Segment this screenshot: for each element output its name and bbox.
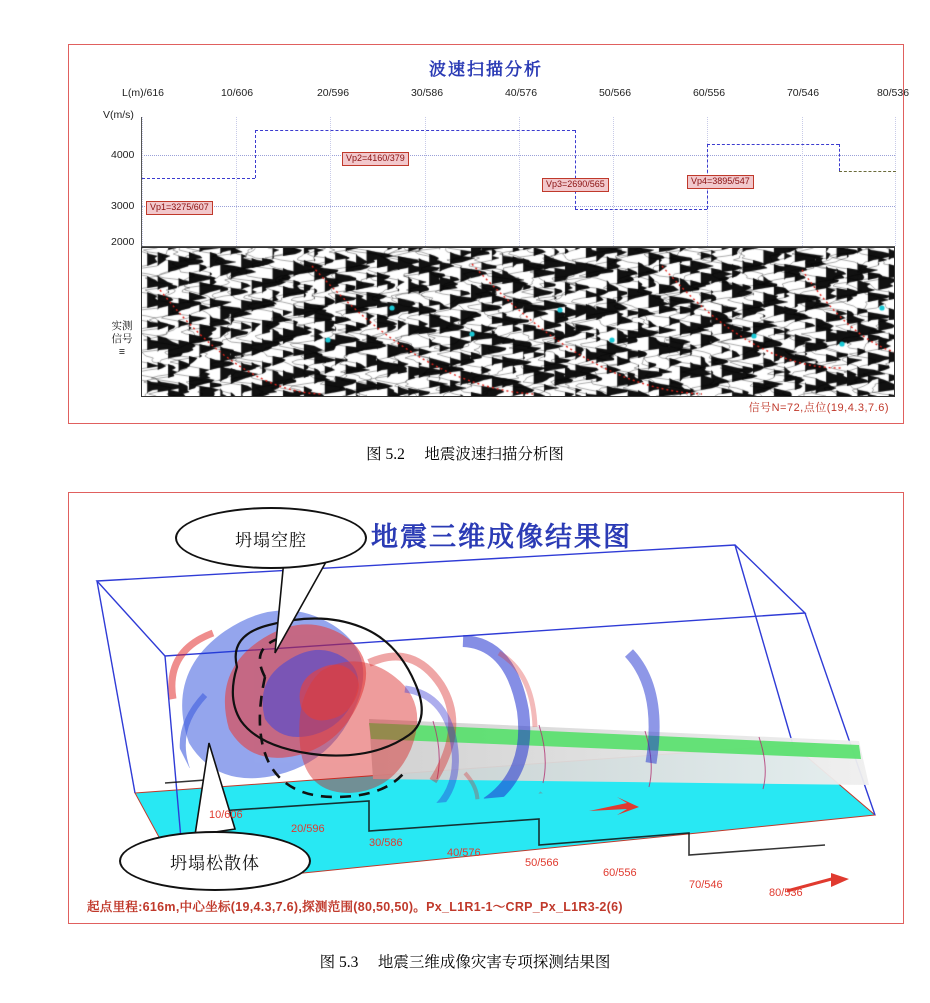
figure-5-3-title: 地震三维成像结果图: [371, 522, 632, 552]
axis3d-tick-2: 30/586: [369, 837, 403, 849]
axis3d-tick-1: 20/596: [291, 823, 325, 835]
figure-5-2-caption: [0, 442, 930, 464]
y-tick-2000: 2000: [111, 236, 135, 248]
figure-5-2-caption-text: 地震波速扫描分析图: [424, 446, 564, 463]
x-tick-5: 50/566: [598, 87, 632, 99]
gridline-v-3: [425, 117, 426, 246]
x-tick-3: 30/586: [410, 87, 444, 99]
seismic-panel-label-bar: ≡: [118, 346, 126, 358]
direction-arrow-2-head: [831, 873, 849, 887]
step-seg-vp4: [707, 144, 839, 145]
axis3d-tick-5: 60/556: [603, 867, 637, 879]
axis3d-tick-0: 10/606: [209, 809, 243, 821]
axis3d-tick-7: 80/536: [769, 887, 803, 899]
y-tick-3000: 3000: [111, 200, 135, 212]
figure-5-2-footer: 信号N=72,点位(19,4.3,7.6): [748, 402, 889, 414]
axis3d-tick-6: 70/546: [689, 879, 723, 891]
axis3d-tick-4: 50/566: [525, 857, 559, 869]
callout-collapse-cavity: [175, 507, 367, 569]
seismic-record-image: [141, 247, 895, 397]
seismic-canvas: [142, 248, 894, 396]
figure-5-3-caption-number: 图 5.3: [319, 954, 359, 971]
riser-1: [255, 130, 256, 178]
figure-5-3-caption: [0, 950, 930, 972]
velocity-tag-vp3: Vp3=2690/565: [542, 178, 609, 192]
axis3d-tick-3: 40/576: [447, 847, 481, 859]
x-tick-2: 20/596: [316, 87, 350, 99]
y-axis-label: V(m/s): [103, 109, 134, 121]
figure-5-3-panel: [68, 492, 904, 924]
x-tick-1: 10/606: [220, 87, 254, 99]
gridline-v-1: [236, 117, 237, 246]
step-seg-vp2: [255, 130, 575, 131]
velocity-scan-plot: [141, 117, 895, 247]
gridline-v-8: [895, 117, 896, 246]
x-tick-6: 60/556: [692, 87, 726, 99]
step-seg-vp1: [142, 178, 255, 179]
x-tick-8: 80/536: [876, 87, 910, 99]
seismic-panel-label: [107, 320, 137, 359]
figure-5-2-panel: [68, 44, 910, 424]
callout-loose-body-label: 坍塌松散体: [170, 853, 260, 873]
riser-2: [575, 130, 576, 209]
gridline-v-4: [519, 117, 520, 246]
callout-loose-body: [119, 831, 311, 891]
x-tick-7: 70/546: [786, 87, 820, 99]
figure-5-2-x-axis: [107, 87, 910, 103]
gridline-v-7: [802, 117, 803, 246]
velocity-tag-vp2: Vp2=4160/379: [342, 152, 409, 166]
step-seg-tail: [839, 171, 896, 172]
velocity-tag-vp1: Vp1=3275/607: [146, 201, 213, 215]
figure-5-3-caption-text: 地震三维成像灾害专项探测结果图: [377, 954, 611, 971]
velocity-tag-vp4: Vp4=3895/547: [687, 175, 754, 189]
callout-collapse-cavity-label: 坍塌空腔: [235, 530, 307, 550]
y-tick-4000: 4000: [111, 149, 135, 161]
riser-4: [839, 144, 840, 171]
gridline-v-0: [142, 117, 143, 246]
gridline-v-2: [330, 117, 331, 246]
figure-5-2-title: 波速扫描分析: [429, 60, 543, 79]
gridline-v-5: [613, 117, 614, 246]
seismic-panel-label-text: 实测信号: [111, 320, 133, 345]
step-seg-vp3: [575, 209, 707, 210]
figure-5-3-footer: 起点里程:616m,中心坐标(19,4.3,7.6),探测范围(80,50,50)。Px_L1R1-1～CRP_Px_L1R3-2(6): [87, 900, 623, 914]
figure-5-2-caption-number: 图 5.2: [366, 446, 405, 463]
x-tick-4: 40/576: [504, 87, 538, 99]
x-tick-0: L(m)/616: [121, 87, 165, 99]
